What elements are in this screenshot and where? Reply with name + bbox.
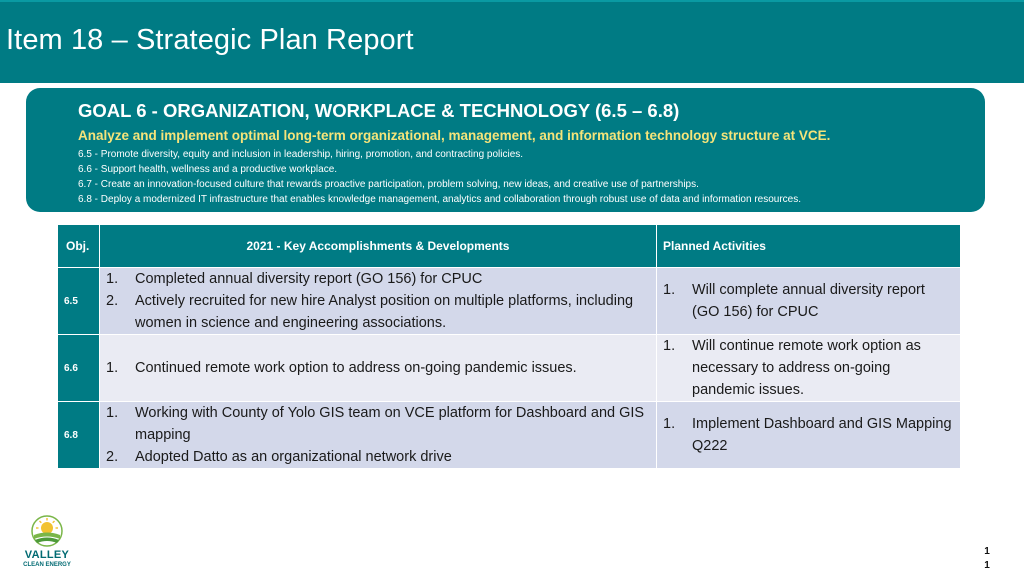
planned-list [657, 413, 960, 457]
planned-activities-cell [657, 402, 961, 469]
table-header-row [58, 225, 961, 268]
planned-list [657, 279, 960, 323]
accomplishments-list [100, 268, 656, 334]
logo-tagline: CLEAN ENERGY [23, 562, 71, 568]
header-planned-activities: Planned Activities [657, 225, 961, 268]
list-item: 1. Working with County of Yolo GIS team on VCE platform for Dashboard and GIS mapping [106, 405, 645, 443]
table-row [58, 402, 961, 469]
list-item: 1. Will complete annual diversity report (GO 156) for CPUC [663, 282, 925, 320]
sun-over-fields-logo-icon [31, 515, 63, 549]
header-accomplishments: 2021 - Key Accomplishments & Developments [100, 225, 657, 268]
objective-number-cell: 6.8 [58, 402, 100, 469]
page-number-digit: 1 [984, 560, 990, 571]
planned-activities-cell [657, 268, 961, 335]
objective-number-cell: 6.5 [58, 268, 100, 335]
goal-title: GOAL 6 - ORGANIZATION, WORKPLACE & TECHNOLOGY (6.5 – 6.8) [78, 100, 680, 121]
goal-objective-line: 6.5 - Promote diversity, equity and inclusion in leadership, hiring, promotion, and contracting policies. [78, 149, 524, 160]
planned-list [657, 335, 960, 401]
valley-clean-energy-logo [22, 515, 72, 571]
goal-subtitle: Analyze and implement optimal long-term organizational, management, and information technology structure at VCE. [78, 128, 831, 143]
list-item: 1. Completed annual diversity report (GO 156) for CPUC [106, 271, 483, 287]
table-row [58, 268, 961, 335]
page-number [980, 545, 994, 573]
objective-number-cell: 6.6 [58, 335, 100, 402]
accomplishments-cell [100, 335, 657, 402]
goal-objectives-list [78, 147, 801, 207]
list-item: 2. Adopted Datto as an organizational network drive [106, 449, 452, 465]
header-obj: Obj. [58, 225, 100, 268]
accomplishments-cell [100, 402, 657, 469]
accomplishments-cell [100, 268, 657, 335]
page-number-digit: 1 [984, 546, 990, 557]
list-item: 1. Implement Dashboard and GIS Mapping Q222 [663, 416, 952, 454]
list-item: 1. Will continue remote work option as necessary to address on-going pandemic issues. [663, 338, 921, 398]
planned-activities-cell [657, 335, 961, 402]
strategic-plan-table [57, 224, 961, 469]
table-row [58, 335, 961, 402]
goal-objective-line: 6.8 - Deploy a modernized IT infrastructure that enables knowledge management, analytics and collaboration through robust use of data and information resources. [78, 194, 802, 205]
list-item: 1. Continued remote work option to address on-going pandemic issues. [106, 360, 577, 376]
logo-wordmark: VALLEY [24, 549, 70, 561]
accomplishments-list [100, 402, 656, 468]
goal-objective-line: 6.7 - Create an innovation-focused culture that rewards proactive participation, problem solving, new ideas, and creative use of partnerships. [78, 179, 699, 190]
goal-box [26, 88, 985, 212]
slide-title: Item 18 – Strategic Plan Report [6, 24, 414, 56]
accomplishments-list [100, 357, 656, 379]
list-item: 2. Actively recruited for new hire Analyst position on multiple platforms, including women in science and engineering associations. [106, 293, 634, 331]
goal-objective-line: 6.6 - Support health, wellness and a productive workplace. [78, 164, 338, 175]
title-bar [0, 0, 1024, 83]
